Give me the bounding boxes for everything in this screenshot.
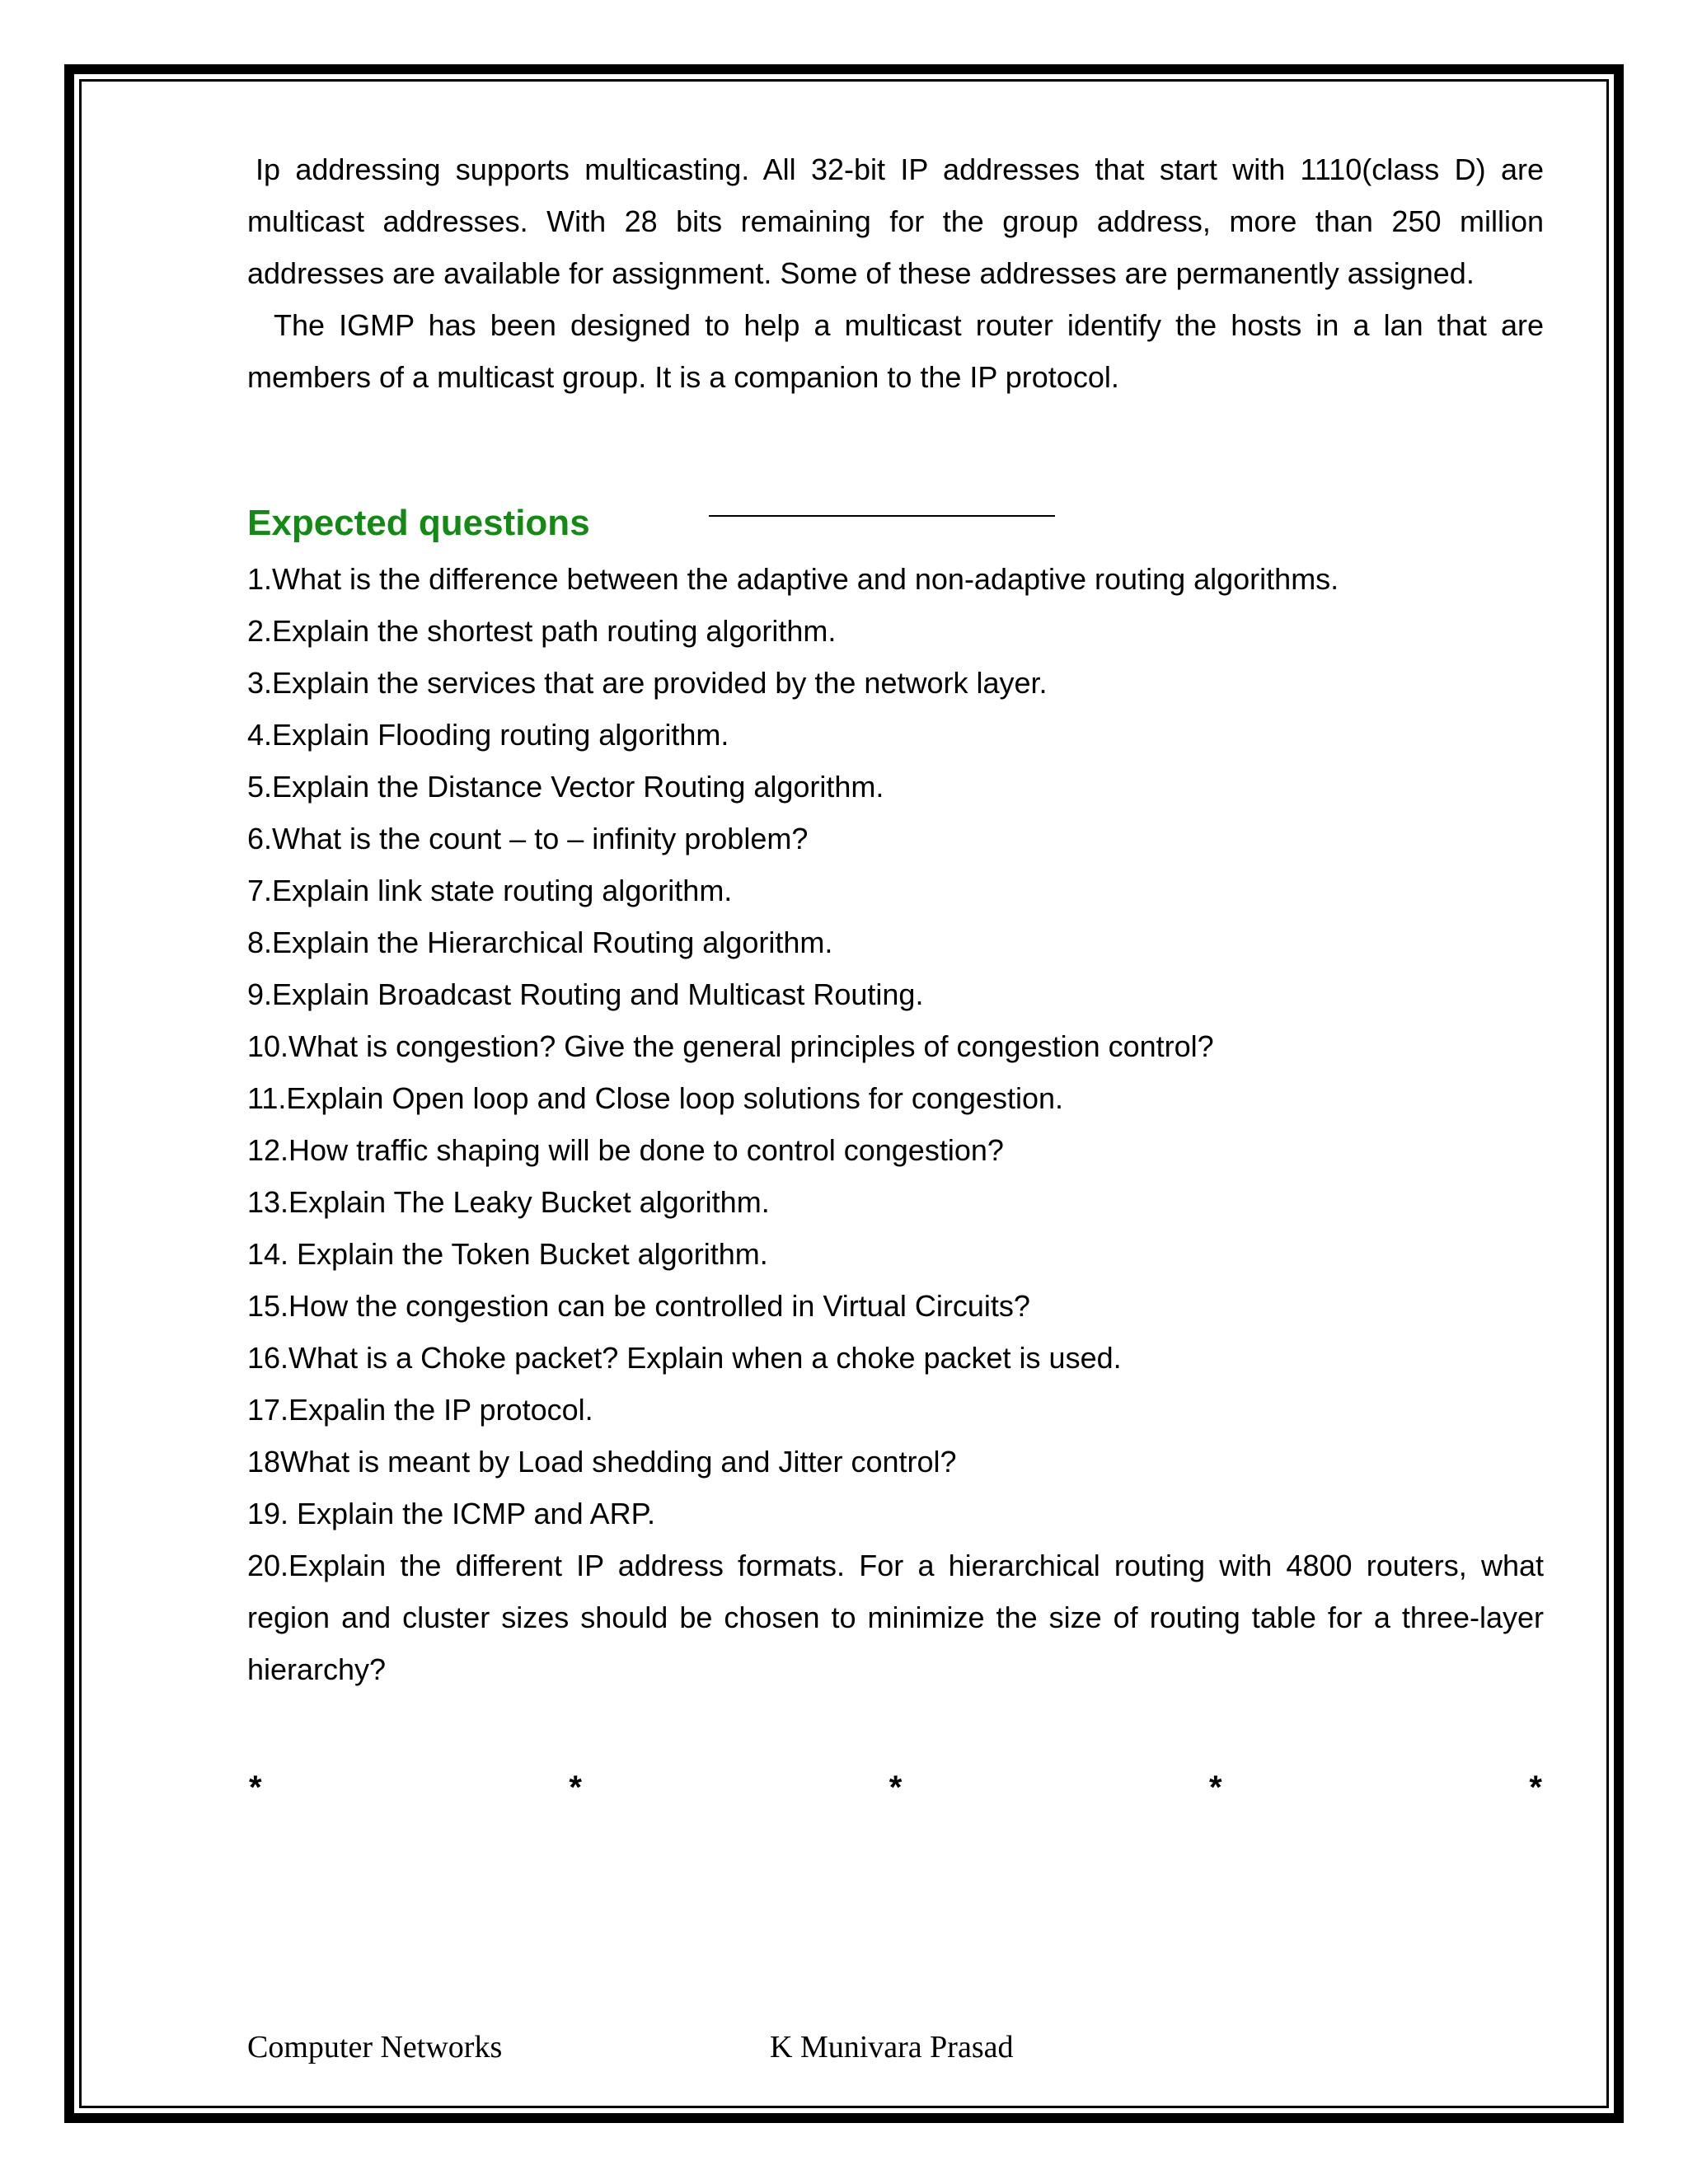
question-item: 2.Explain the shortest path routing algorithm. <box>247 614 837 648</box>
separator-star: * <box>1209 1769 1222 1806</box>
question-item: 9.Explain Broadcast Routing and Multicast Routing. <box>247 977 924 1011</box>
separator-star: * <box>249 1769 262 1806</box>
intro-paragraph-igmp: The IGMP has been designed to help a multicast router identify the hosts in a lan that are members of a multicast group. It is a companion to the IP protocol. <box>247 308 1544 394</box>
question-item: 6.What is the count – to – infinity problem? <box>247 822 809 855</box>
intro-paragraph-multicast: Ip addressing supports multicasting. All 32-bit IP addresses that start with 1110(class D) are multicast addresses. With 28 bits remaining for the group address, more than 250 million addresses are available for assignment. Some of these addresses are permanently assigned. <box>247 152 1544 290</box>
question-item: 10.What is congestion? Give the general principles of congestion control? <box>247 1029 1214 1063</box>
heading-rule <box>709 515 1055 517</box>
question-item: 3.Explain the services that are provided by the network layer. <box>247 666 1048 700</box>
star-separator <box>247 1769 1544 1807</box>
footer-course-title: Computer Networks <box>247 2030 503 2064</box>
footer-author: K Munivara Prasad <box>770 2030 1014 2064</box>
separator-star: * <box>1529 1769 1542 1806</box>
questions-list <box>247 553 1544 1695</box>
question-item: 18What is meant by Load shedding and Jitter control? <box>247 1445 957 1479</box>
question-item: 4.Explain Flooding routing algorithm. <box>247 718 729 752</box>
section-heading-row <box>247 494 1544 553</box>
separator-star: * <box>569 1769 582 1806</box>
question-item: 12.How traffic shaping will be done to control congestion? <box>247 1133 1004 1167</box>
question-item: 7.Explain link state routing algorithm. <box>247 874 733 907</box>
question-item: 16.What is a Choke packet? Explain when a choke packet is used. <box>247 1341 1122 1375</box>
question-item: 11.Explain Open loop and Close loop solutions for congestion. <box>247 1081 1063 1115</box>
question-item: 8.Explain the Hierarchical Routing algorithm. <box>247 926 833 959</box>
question-item: 1.What is the difference between the adaptive and non-adaptive routing algorithms. <box>247 562 1339 596</box>
question-item: 17.Expalin the IP protocol. <box>247 1393 593 1427</box>
question-item: 5.Explain the Distance Vector Routing algorithm. <box>247 770 884 804</box>
question-item: 13.Explain The Leaky Bucket algorithm. <box>247 1185 770 1219</box>
question-item: 14. Explain the Token Bucket algorithm. <box>247 1237 768 1271</box>
question-item: 20.Explain the different IP address formats. For a hierarchical routing with 4800 routers, what region and cluster sizes should be chosen to minimize the size of routing table for a three-layer hierarchy? <box>247 1549 1544 1686</box>
page-content <box>247 143 1544 1807</box>
question-item: 15.How the congestion can be controlled in Virtual Circuits? <box>247 1289 1030 1323</box>
separator-star: * <box>889 1769 903 1806</box>
question-item: 19. Explain the ICMP and ARP. <box>247 1497 655 1530</box>
section-heading: Expected questions <box>247 503 590 543</box>
